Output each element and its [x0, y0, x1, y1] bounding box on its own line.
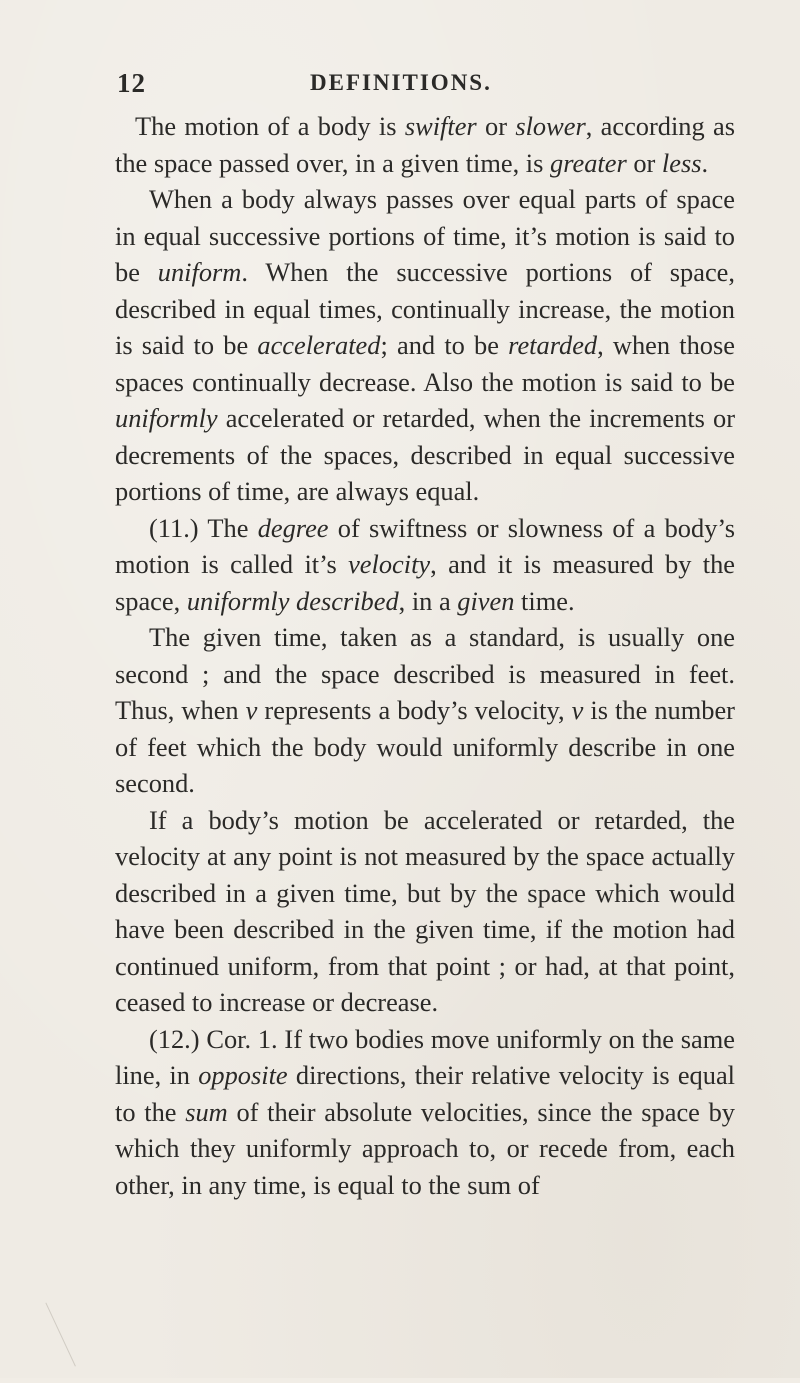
paragraph: [115, 1021, 735, 1204]
text-run: or: [476, 111, 516, 141]
text-run: ; and to be: [380, 330, 509, 360]
page-mark: [9, 1303, 76, 1383]
text-run: of their absolute velocities, since the space by which they uniformly approach to, or recede from, each other, in any time, is equal to the sum of: [115, 1096, 736, 1200]
paragraph: [115, 802, 735, 1021]
paragraph: [115, 108, 735, 181]
italic-text: opposite: [198, 1060, 288, 1090]
italic-text: v: [245, 695, 258, 725]
text-run: If a body’s motion be accelerated or retarded, the velocity at any point is not measured by the space actually described in a given time, but by the space which would have been described in the given time, if the motion had continued uniform, from that point ; or had, at that point, ceased to increase or decrease.: [115, 804, 735, 1017]
italic-text: swifter: [404, 111, 477, 141]
italic-text: sum: [185, 1096, 228, 1127]
body-text: [115, 108, 735, 1203]
text-run: represents a body’s velocity,: [257, 695, 572, 725]
text-run: directions, their relative velocity is equal to the: [115, 1060, 735, 1127]
page-header: [0, 68, 800, 108]
italic-text: velocity: [348, 549, 431, 579]
paragraph: [115, 181, 735, 510]
text-run: or: [626, 147, 662, 178]
italic-text: accelerated: [257, 330, 381, 360]
page-number: 12: [117, 68, 146, 98]
text-run: .: [701, 147, 709, 178]
text-run: When a body always passes over equal parts of space in equal successive portions of time, it’s motion is said to be: [115, 184, 735, 287]
italic-text: greater: [550, 147, 627, 178]
text-run: The given time, taken as a standard, is usually one second ; and the space described is measured in feet. Thus, when: [115, 622, 735, 725]
italic-text: uniformly described: [186, 585, 399, 616]
text-run: , in a: [398, 585, 458, 616]
italic-text: less: [661, 147, 702, 178]
italic-text: given: [457, 585, 515, 616]
text-run: (11.) The: [149, 512, 258, 543]
italic-text: retarded: [508, 330, 598, 360]
running-head: DEFINITIONS.: [310, 70, 492, 95]
paragraph: [115, 619, 735, 802]
text-run: (12.) Cor. 1. If two bodies move uniformly on the same line, in: [115, 1023, 735, 1090]
text-run: . When the successive portions of space, described in equal times, continually increase, the motion is said to be: [115, 257, 735, 360]
text-run: The motion of a body is: [135, 111, 405, 141]
text-run: accelerated or retarded, when the increments or decrements of the spaces, described in equal successive portions of time, are always equal.: [115, 403, 735, 506]
text-run: time.: [514, 585, 575, 616]
paragraph: [115, 510, 735, 620]
text-run: , when those spaces continually decrease. Also the motion is said to be: [115, 330, 735, 397]
text-run: is the number of feet which the body would uniformly describe in one second.: [115, 695, 735, 798]
italic-text: slower: [515, 111, 586, 141]
italic-text: degree: [257, 512, 329, 543]
italic-text: uniformly: [115, 403, 218, 433]
text-run: , and it is measured by the space,: [115, 549, 735, 616]
italic-text: uniform: [157, 257, 242, 287]
text-run: , according as the space passed over, in a given time, is: [115, 111, 735, 178]
italic-text: v: [571, 695, 584, 725]
text-run: of swiftness or slowness of a body’s motion is called it’s: [115, 512, 735, 579]
